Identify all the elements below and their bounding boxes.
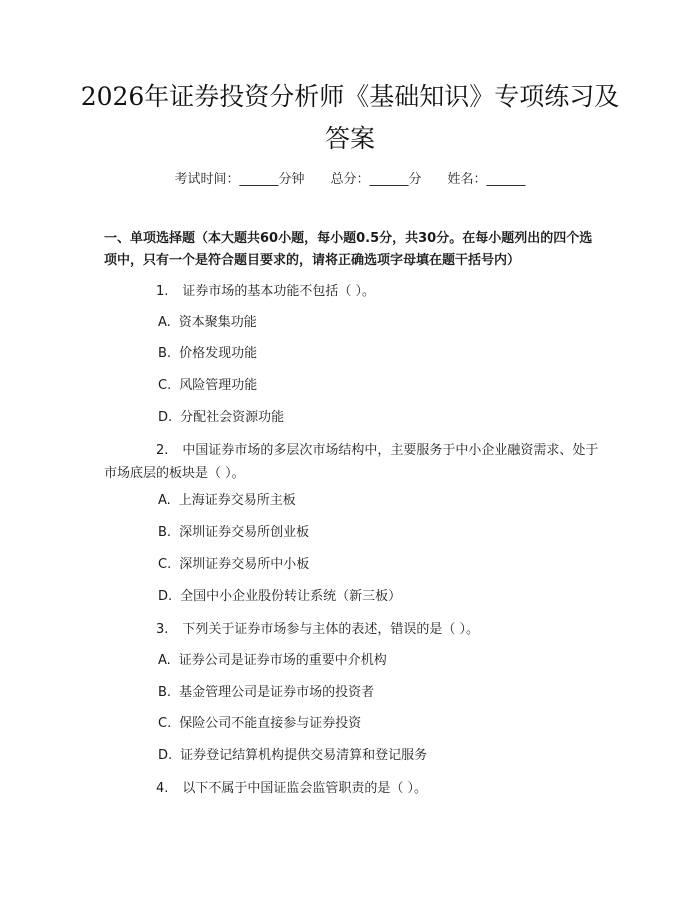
question-number: 3.: [156, 622, 169, 637]
option-letter: A.: [158, 315, 171, 330]
option-letter: B.: [158, 685, 172, 700]
question-1-option-c: [158, 376, 598, 396]
question-2-option-c: [158, 555, 598, 575]
option-text: 证券登记结算机构提供交易清算和登记服务: [180, 748, 428, 763]
document-title: 2026年证券投资分析师《基础知识》专项练习及答案: [80, 82, 620, 153]
question-2-option-d: [158, 587, 598, 607]
option-text: 全国中小企业股份转让系统（新三板）: [180, 589, 402, 604]
exam-info-line: 考试时间：______分钟 总分：______分 姓名：______: [174, 172, 526, 187]
option-text: 基金管理公司是证券市场的投资者: [179, 685, 375, 700]
question-3-option-d: [158, 746, 598, 766]
option-letter: B.: [158, 346, 172, 361]
option-letter: B.: [158, 525, 172, 540]
question-2: [104, 439, 604, 485]
question-1-option-d: [158, 408, 598, 428]
question-3-option-b: [158, 683, 598, 703]
option-letter: A.: [158, 493, 171, 508]
option-text: 保险公司不能直接参与证券投资: [179, 716, 362, 731]
option-text: 深圳证券交易所中小板: [179, 557, 310, 572]
option-text: 价格发现功能: [179, 346, 258, 361]
question-text: 下列关于证券市场参与主体的表述，错误的是（ ）。: [182, 622, 480, 637]
option-letter: D.: [158, 748, 173, 763]
option-letter: D.: [158, 589, 173, 604]
option-text: 风险管理功能: [179, 378, 258, 393]
option-text: 证券公司是证券市场的重要中介机构: [178, 653, 387, 668]
question-3: [104, 618, 604, 641]
question-number: 2.: [156, 443, 169, 458]
option-letter: A.: [158, 653, 171, 668]
question-3-option-a: [158, 651, 598, 671]
option-letter: C.: [158, 557, 172, 572]
question-1-option-a: [158, 313, 598, 333]
option-text: 资本聚集功能: [178, 315, 257, 330]
section-heading: 一、单项选择题（本大题共60小题，每小题0.5分，共30分。在每小题列出的四个选项中，只有一个是符合题目要求的，请将正确选项字母填在题干括号内）: [104, 231, 593, 268]
option-text: 上海证券交易所主板: [178, 493, 296, 508]
question-4: [104, 777, 604, 800]
question-text: 证券市场的基本功能不包括（ ）。: [182, 284, 376, 299]
option-letter: D.: [158, 410, 173, 425]
question-text: 以下不属于中国证监会监管职责的是（ ）。: [182, 781, 428, 796]
option-text: 分配社会资源功能: [180, 410, 285, 425]
question-1-option-b: [158, 344, 598, 364]
question-2-option-a: [158, 491, 598, 511]
option-text: 深圳证券交易所创业板: [179, 525, 310, 540]
question-3-option-c: [158, 714, 598, 734]
question-2-option-b: [158, 523, 598, 543]
option-letter: C.: [158, 716, 172, 731]
question-1: [104, 280, 604, 303]
question-number: 1.: [156, 284, 169, 299]
question-text: 中国证券市场的多层次市场结构中，主要服务于中小企业融资需求、处于市场底层的板块是（ ）。: [104, 443, 599, 481]
option-letter: C.: [158, 378, 172, 393]
question-number: 4.: [156, 781, 169, 796]
